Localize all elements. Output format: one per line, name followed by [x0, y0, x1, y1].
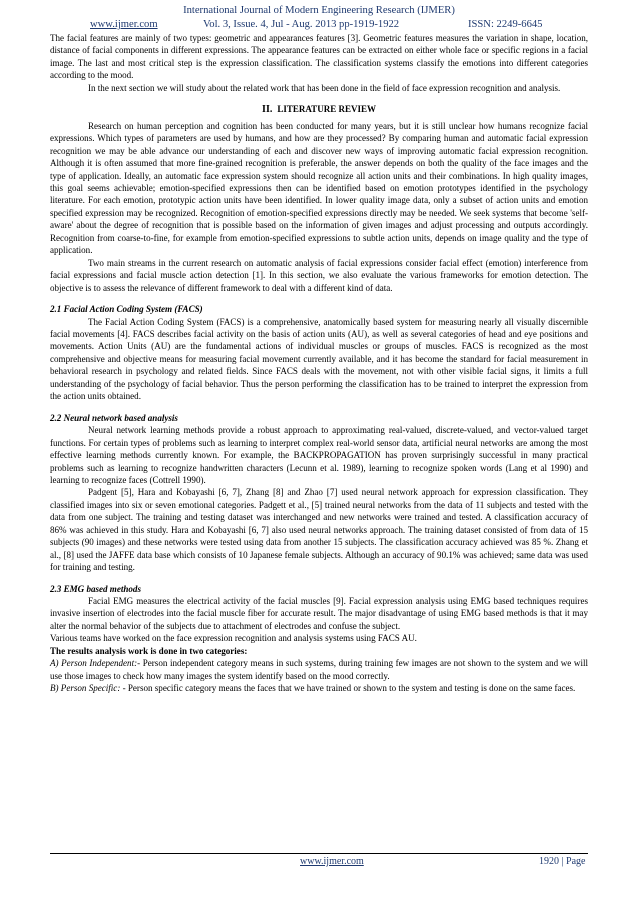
paragraph: Research on human perception and cognition has been conducted for many years, but it is still unclear how humans recognize facial expressions. Which types of parameters are used by humans, and how are they processed? By comparing human and automatic facial expression recognition we may be able advance our understanding of each and discover new ways of improving automatic facial expression recognition. Although it is often assumed that more fine-grained recognition is preferable, the answer depends on both the quality of the face images and the type of application. Ideally, an automatic face expression system should recognize all action units and their combinations. In high quality images, this goal seems achievable; emotion-specified expressions then can be identified based on emotion prototypes identified in the psychology literature. For each emotion, prototypic action units have been identified. In lower quality image data, only a subset of action units and emotion specified expression may be recognized. Recognition of emotion-specified expressions directly may be needed. We seek systems that become 'self-aware' about the degree of recognition that is possible based on the information of given images and adjust processing and outputs accordingly. Recognition from coarse-to-fine, for example from emotion-specified expressions to subtle action units, depends on image quality and the type of application. [50, 120, 588, 256]
page-number: 1920 | Page [539, 856, 586, 867]
section-heading [50, 103, 588, 116]
category-label: A) Person Independent:- [50, 658, 141, 669]
paragraph: Padgent [5], Hara and Kobayashi [6, 7], Zhang [8] and Zhao [7] used neural network approach for expression classification. They classified images into six or seven emotional categories. Padgett et al., [5] trained neural networks from the data of 11 subjects and tested with the data from one subject. The training and testing dataset was interchanged and new networks were trained and tested. A classification accuracy of 86% was achieved in this study. Hara and Kobayashi [6, 7] also used neural networks approach. The training dataset consisted of from data of 15 subjects (90 images) and these networks were tested using data from another 15 subjects. The classification accuracy achieved was 85 %. Zhang et al., [8] used the JAFFE data base which consists of 10 Japanese female subjects. Although an accuracy of 90.1% was achieved; same data was used for training and testing. [50, 487, 588, 573]
paragraph [50, 682, 588, 694]
subsection-heading: 2.2 Neural network based analysis [50, 412, 178, 423]
paragraph: The facial features are mainly of two types: geometric and appearances features [3]. Geometric features measures the variation in shape, location, distance of facial components in different expressions. The appearance features can be extracted on either whole face or specific regions in a facial image. The last and most critical step is the expression classification. The classification systems classify the emotions into different categories according to the mood. [50, 33, 588, 81]
paragraph-bold: The results analysis work is done in two categories: [50, 645, 248, 656]
paragraph: Two main streams in the current research on automatic analysis of facial expressions consider facial effect (emotion) interference from facial expressions and facial muscle action detection [1]. In this section, we also evaluate the various frameworks for emotion detection. The objective is to assess the relevance of different framework to deal with a different kind of data. [50, 257, 588, 293]
paragraph: The Facial Action Coding System (FACS) is a comprehensive, anatomically based system for measuring nearly all visually discernible facial movements [4]. FACS describes facial activity on the basis of action units (AU), as well as several categories of head and eye positions and movements. Action Units (AU) are the fundamental actions of individual muscles or groups of muscles. FACS is recognized as the most comprehensive and objective means for measuring facial movement currently available, and it has become the standard for facial measurement in behavioral research in psychology and related fields. Since FACS deals with the movement, not with other visible facial signs, it limits a full understanding of the psychology of facial behavior. Thus the person performing the classification has to be trained to interpret the expression from the action units obtained. [50, 316, 588, 402]
journal-volume: Vol. 3, Issue. 4, Jul - Aug. 2013 pp-1919-1922 [203, 19, 400, 30]
page-body [50, 32, 588, 695]
footer-url-link[interactable]: www.ijmer.com [300, 856, 364, 867]
category-label: B) Person Specific: [50, 683, 121, 694]
journal-issn: ISSN: 2249-6645 [468, 19, 543, 30]
paragraph: Neural network learning methods provide a robust approach to approximating real-valued, discrete-valued, and vector-valued target functions. For certain types of problems such as learning to interpret complex real-world sensor data, artificial neural networks are among the most effective learning methods currently known. For example, the BACKPROPAGATION has proven surprisingly successful in many practical problems such as learning to recognize handwritten characters (Lecunn et al. 1989), learning to recognize spoken words (Lang et al 1990) and learning to recognize faces (Cottrell 1990). [50, 425, 588, 485]
footer-divider [50, 853, 588, 854]
journal-url-link[interactable]: www.ijmer.com [90, 19, 158, 30]
section-title: LITERATURE REVIEW [277, 104, 376, 115]
paragraph [50, 657, 588, 682]
section-number: II. [262, 104, 273, 116]
paragraph: Various teams have worked on the face expression recognition and analysis systems using FACS AU. [50, 633, 417, 644]
journal-title: International Journal of Modern Engineering Research (IJMER) [183, 5, 455, 16]
subsection-heading: 2.1 Facial Action Coding System (FACS) [50, 304, 203, 315]
paragraph: In the next section we will study about the related work that has been done in the field of face expression recognition and analysis. [88, 82, 561, 93]
category-text: Person independent category means in such systems, during training few images are not shown to the system and we will use those images to check how many images the system identify based on the mood correctly. [50, 658, 588, 681]
subsection-heading: 2.3 EMG based methods [50, 583, 141, 594]
paragraph: Facial EMG measures the electrical activity of the facial muscles [9]. Facial expression analysis using EMG based techniques requires invasive insertion of electrodes into the facial muscle fiber for accurate result. The major disadvantage of using EMG based methods is that it may alter the normal behavior of the subjects due to attachment of electrodes and confuse the subject. [50, 596, 588, 631]
category-text: - Person specific category means the faces that we have trained or shown to the system and testing is done on the same faces. [120, 683, 576, 694]
